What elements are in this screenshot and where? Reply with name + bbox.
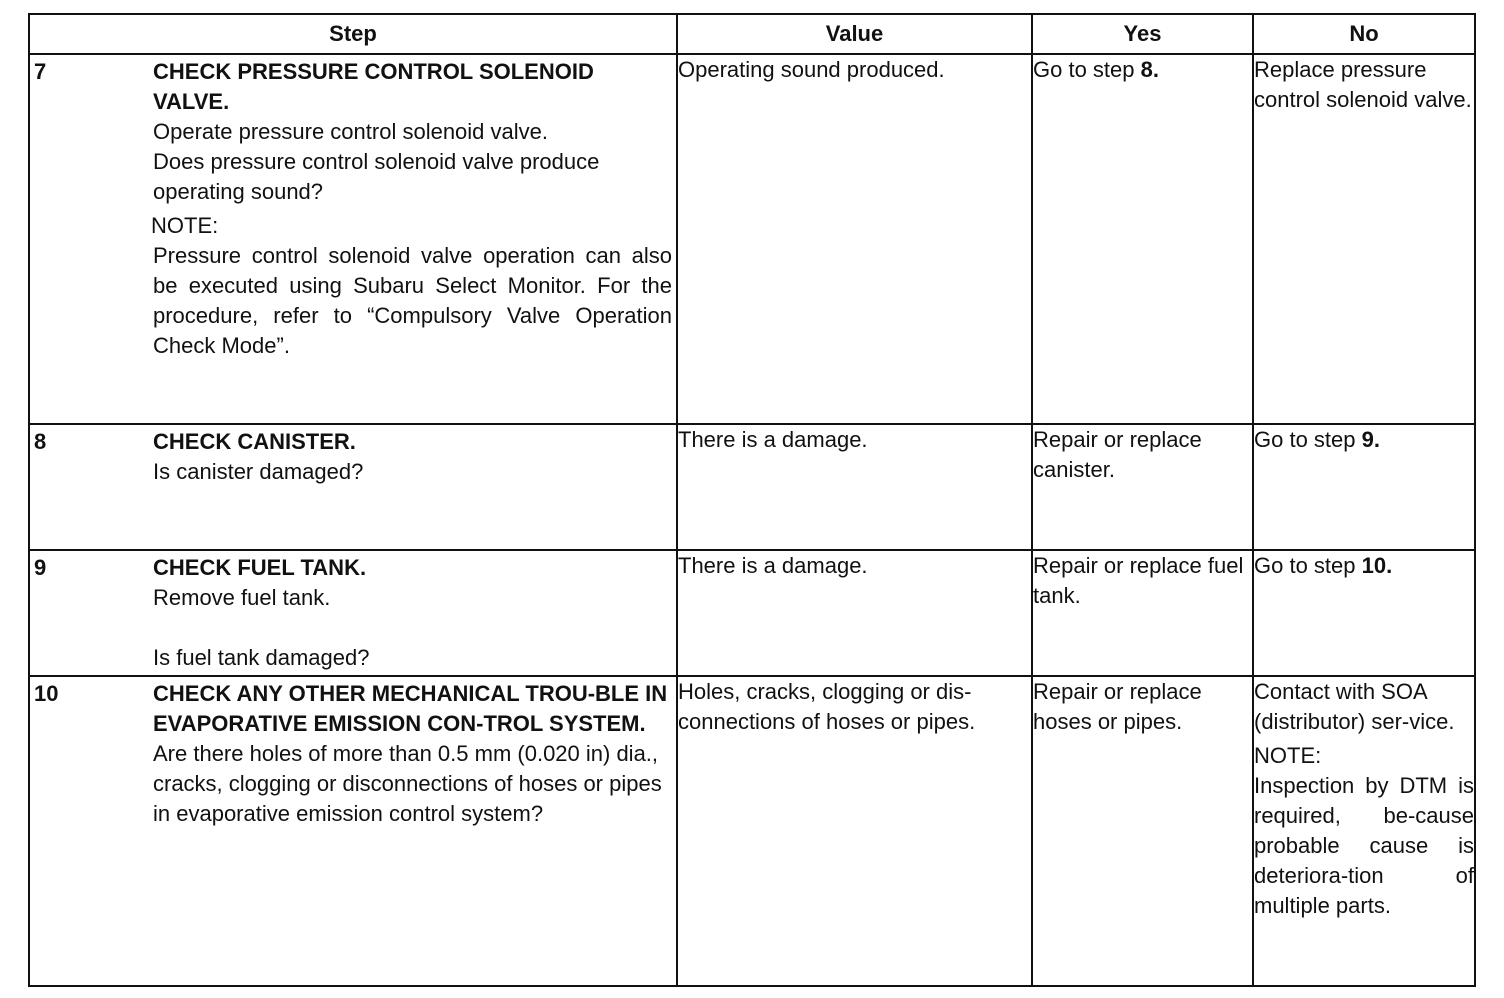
step-number: 10 — [34, 681, 59, 706]
note-text: Inspection by DTM is required, be-cause probable cause is deteriora-tion of multiple parts. — [1254, 773, 1474, 918]
table-row — [29, 676, 1475, 986]
table-row — [29, 424, 1475, 550]
step-cell — [29, 54, 677, 424]
table-header-row — [29, 14, 1475, 54]
step-number: 8 — [34, 429, 47, 454]
step-instruction: Remove fuel tank. — [153, 585, 331, 610]
no-text: Go to step — [1254, 553, 1362, 578]
step-title: CHECK ANY OTHER MECHANICAL TROU-BLE IN EVAPORATIVE EMISSION CON-TROL SYSTEM. — [153, 681, 668, 736]
step-number: 7 — [34, 59, 47, 84]
no-cell — [1253, 676, 1475, 986]
yes-cell: Repair or replace hoses or pipes. — [1032, 676, 1253, 986]
value-cell: Operating sound produced. — [677, 54, 1032, 424]
no-cell — [1253, 424, 1475, 550]
table-row — [29, 550, 1475, 676]
header-no: No — [1253, 14, 1475, 54]
yes-cell: Repair or replace canister. — [1032, 424, 1253, 550]
value-cell: Holes, cracks, clogging or dis-connections of hoses or pipes. — [677, 676, 1032, 986]
yes-text: Go to step — [1033, 57, 1141, 82]
value-cell: There is a damage. — [677, 424, 1032, 550]
yes-cell — [1032, 54, 1253, 424]
step-question: Are there holes of more than 0.5 mm (0.020 in) dia., cracks, clogging or disconnections of hoses or pipes in evaporative emission control system? — [153, 741, 662, 826]
step-cell — [29, 550, 677, 676]
step-cell — [29, 676, 677, 986]
note-label: NOTE: — [151, 213, 219, 238]
step-question: Does pressure control solenoid valve produce operating sound? — [153, 149, 600, 204]
value-cell: There is a damage. — [677, 550, 1032, 676]
no-text: Contact with SOA (distributor) ser-vice. — [1254, 679, 1455, 734]
step-cell — [29, 424, 677, 550]
step-instruction: Operate pressure control solenoid valve. — [153, 119, 548, 144]
no-step-ref: 10. — [1361, 553, 1393, 578]
yes-cell: Repair or replace fuel tank. — [1032, 550, 1253, 676]
header-step: Step — [29, 14, 677, 54]
no-text: Go to step — [1254, 427, 1362, 452]
note-label: NOTE: — [1254, 743, 1322, 768]
note-text: Pressure control solenoid valve operation can also be executed using Subaru Select Monitor. For the procedure, refer to “Compulsory Valve Operation Check Mode”. — [153, 243, 672, 358]
step-number: 9 — [34, 555, 47, 580]
step-title: CHECK CANISTER. — [153, 429, 356, 454]
step-question: Is fuel tank damaged? — [153, 645, 370, 670]
table-row — [29, 54, 1475, 424]
header-value: Value — [677, 14, 1032, 54]
yes-step-ref: 8. — [1140, 57, 1159, 82]
step-title: CHECK PRESSURE CONTROL SOLENOID VALVE. — [153, 59, 594, 114]
no-cell — [1253, 550, 1475, 676]
spacer — [153, 613, 672, 643]
step-title: CHECK FUEL TANK. — [153, 555, 367, 580]
diagnostic-table — [28, 13, 1476, 987]
step-question: Is canister damaged? — [153, 459, 364, 484]
no-step-ref: 9. — [1361, 427, 1380, 452]
no-cell: Replace pressure control solenoid valve. — [1253, 54, 1475, 424]
header-yes: Yes — [1032, 14, 1253, 54]
